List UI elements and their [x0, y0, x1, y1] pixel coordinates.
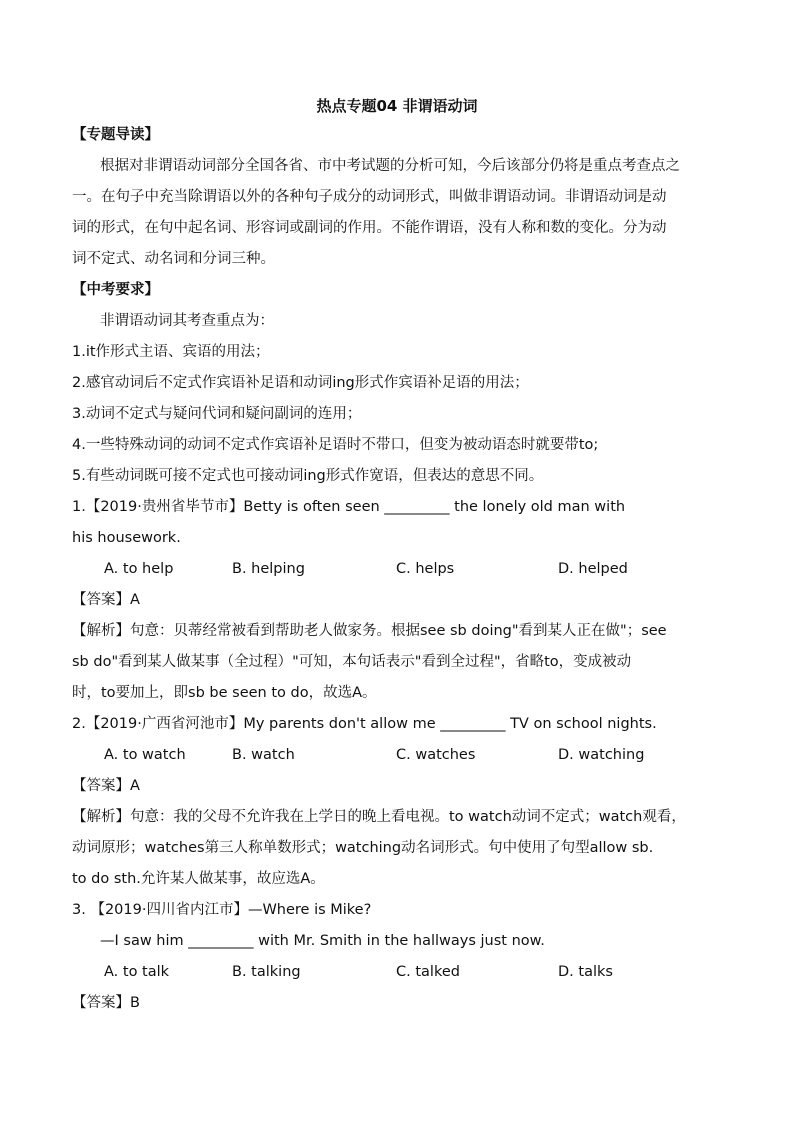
option-c: C. talked [396, 964, 460, 980]
option-c: C. helps [396, 561, 455, 577]
question-2-analysis: 动词原形；watches第三人称单数形式；watching动名词形式。句中使用了句型allow sb. [72, 840, 654, 856]
question-3-stem: 3. 【2019·四川省内江市】—Where is Mike? [72, 902, 372, 918]
intro-line: 词不定式、动名词和分词三种。 [72, 251, 275, 267]
question-1-options [72, 554, 724, 585]
option-c: C. watches [396, 747, 476, 763]
option-b: B. watch [232, 747, 295, 763]
requirement-item: 2.感官动词后不定式作宾语补足语和动词ing形式作宾语补足语的用法； [72, 375, 529, 391]
question-3-stem-cont: —I saw him _________ with Mr. Smith in the hallways just now. [100, 933, 545, 949]
intro-line: 根据对非谓语动词部分全国各省、市中考试题的分析可知，今后该部分仍将是重点考查点之 [100, 158, 680, 174]
question-2-answer: 【答案】A [72, 778, 140, 794]
requirements-heading: 【中考要求】 [72, 282, 159, 298]
option-a: A. to talk [104, 964, 170, 980]
option-a: A. to help [104, 561, 174, 577]
document-body [72, 120, 724, 1019]
requirements-intro: 非谓语动词其考查重点为： [100, 313, 274, 329]
question-3-options [72, 957, 724, 988]
requirement-item: 5.有些动词既可接不定式也可接动词ing形式作宽语，但表达的意思不同。 [72, 468, 544, 484]
question-1-analysis: sb do"看到某人做某事（全过程）"可知，本句话表示"看到全过程"，省略to，变成被动 [72, 654, 632, 670]
option-a: A. to watch [104, 747, 186, 763]
question-3-answer: 【答案】B [72, 995, 140, 1011]
requirement-item: 1.it作形式主语、宾语的用法； [72, 344, 270, 360]
intro-line: 词的形式，在句中起名词、形容词或副词的作用。不能作谓语，没有人称和数的变化。分为动 [72, 220, 667, 236]
question-2-options [72, 740, 724, 771]
question-1-analysis: 时，to要加上，即sb be seen to do，故选A。 [72, 685, 377, 701]
question-2-analysis: 【解析】句意：我的父母不允许我在上学日的晚上看电视。to watch动词不定式；watch观看， [72, 809, 686, 825]
requirement-item: 4.一些特殊动词的动词不定式作宾语补足语时不带口，但变为被动语态时就要带to; [72, 437, 599, 453]
question-2-analysis: to do sth.允许某人做某事，故应选A。 [72, 871, 325, 887]
intro-line: 一。在句子中充当除谓语以外的各种句子成分的动词形式，叫做非谓语动词。非谓语动词是动 [72, 189, 667, 205]
option-d: D. talks [558, 964, 613, 980]
question-1-stem: 1.【2019·贵州省毕节市】Betty is often seen _________ the lonely old man with [72, 499, 626, 515]
option-b: B. talking [232, 964, 301, 980]
document-title: 热点专题04 非谓语动词 [316, 97, 478, 115]
requirement-item: 3.动词不定式与疑问代词和疑问副词的连用； [72, 406, 362, 422]
question-1-stem-cont: his housework. [72, 530, 181, 546]
option-b: B. helping [232, 561, 305, 577]
option-d: D. helped [558, 561, 628, 577]
intro-heading: 【专题导读】 [72, 127, 159, 143]
question-2-stem: 2.【2019·广西省河池市】My parents don't allow me _________ TV on school nights. [72, 716, 657, 732]
option-d: D. watching [558, 747, 645, 763]
question-1-answer: 【答案】A [72, 592, 140, 608]
question-1-analysis: 【解析】句意：贝蒂经常被看到帮助老人做家务。根据see sb doing"看到某人正在做"；see [72, 623, 667, 639]
